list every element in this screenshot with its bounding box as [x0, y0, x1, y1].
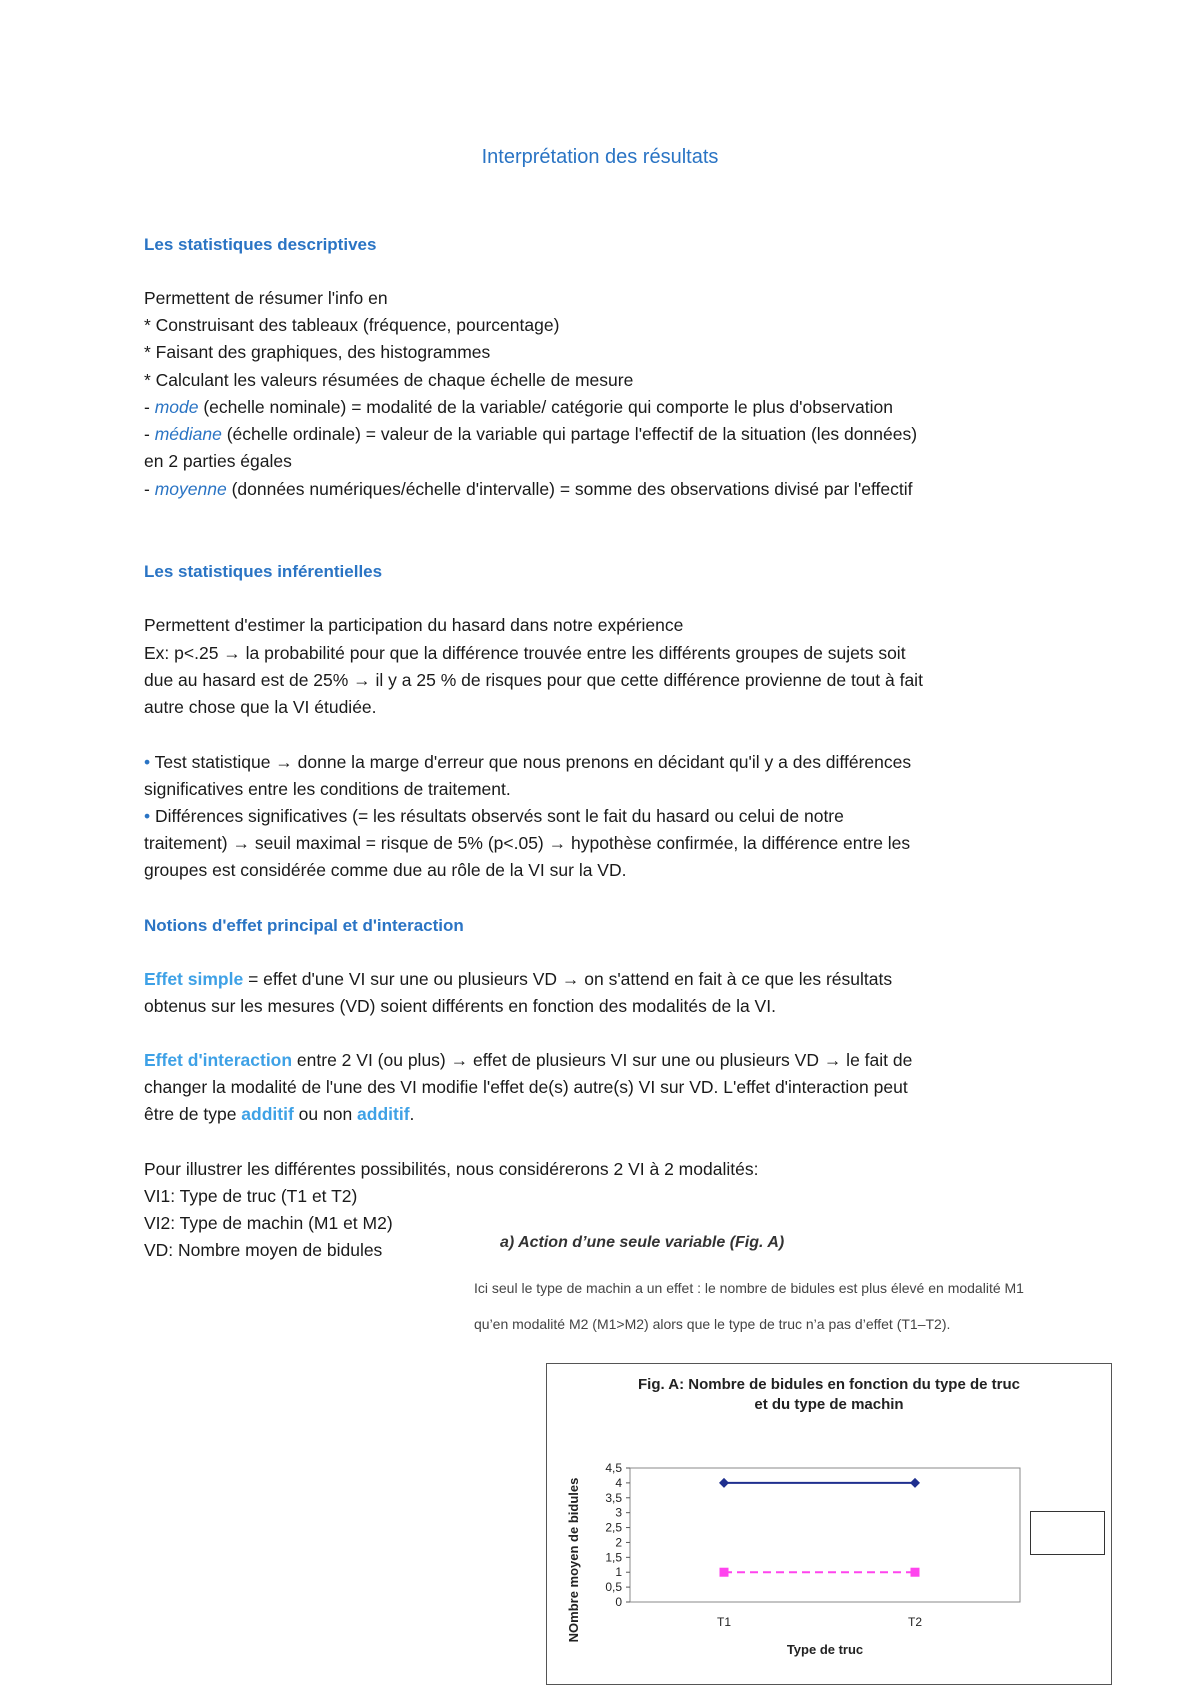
chart-frame	[546, 1363, 1112, 1685]
x-tick-label-t2: T2	[907, 1615, 923, 1629]
descriptive-intro: Permettent de résumer l'info en	[144, 288, 388, 308]
heading-descriptive: Les statistiques descriptives	[144, 235, 377, 254]
y-tick-label: 4	[615, 1475, 622, 1490]
x-axis-label: Type de truc	[786, 1642, 864, 1657]
y-tick-label: 0	[615, 1595, 622, 1609]
text-fragment: ou non	[293, 1104, 358, 1124]
bullet-test-statistique	[144, 749, 911, 776]
bullet-differences	[144, 803, 844, 830]
figure-description-1: Ici seul le type de machin a un effet : le nombre de bidules est plus élevé en modalité M1	[474, 1280, 1024, 1296]
effet-interaction-text: entre 2 VI (ou plus) → effet de plusieurs VI sur une ou plusieurs VD → le fait de	[292, 1050, 913, 1070]
y-tick-label: 2	[615, 1535, 622, 1550]
effet-interaction-line-2: changer la modalité de l'une des VI modifie l'effet de(s) autre(s) VI sur VD. L'effet d'interaction peut	[144, 1077, 908, 1097]
chart-legend	[1030, 1511, 1105, 1555]
effet-simple-text: = effet d'une VI sur une ou plusieurs VD → on s'attend en fait à ce que les résultats	[243, 969, 893, 989]
y-tick-label: 2,5	[605, 1520, 622, 1535]
bullet-icon: •	[144, 752, 151, 772]
mode-term: mode	[154, 397, 199, 417]
inferential-line-1: Permettent d'estimer la participation du hasard dans notre expérience	[144, 615, 684, 635]
chart-title-line-2: et du type de machin	[754, 1396, 904, 1413]
effet-simple-line	[144, 966, 892, 993]
illustration-intro: Pour illustrer les différentes possibilités, nous considérerons 2 VI à 2 modalités:	[144, 1159, 759, 1179]
y-tick-label: 3	[615, 1505, 622, 1520]
bullet-1-line-2: significatives entre les conditions de traitement.	[144, 779, 511, 799]
descriptive-item-3: * Calculant les valeurs résumées de chaque échelle de mesure	[144, 370, 634, 390]
dash: -	[144, 479, 155, 499]
dash: -	[144, 397, 155, 417]
y-tick-label: 1	[615, 1565, 622, 1580]
inferential-line-4: autre chose que la VI étudiée.	[144, 697, 377, 717]
heading-effects: Notions d'effet principal et d'interaction	[144, 916, 464, 935]
page-title: Interprétation des résultats	[481, 146, 719, 168]
effet-simple-term: Effet simple	[144, 969, 244, 989]
chart-title-line-1: Fig. A: Nombre de bidules en fonction du type de truc	[638, 1376, 1020, 1393]
figure-description-2: qu’en modalité M2 (M1>M2) alors que le type de truc n’a pas d’effet (T1–T2).	[474, 1316, 951, 1332]
descriptive-moyenne-line	[144, 476, 913, 503]
mediane-term: médiane	[154, 424, 222, 444]
text-fragment: .	[409, 1104, 415, 1124]
bullet-2-text: Différences significatives (= les résultats observés sont le fait du hasard ou celui de notre	[150, 806, 844, 826]
effet-interaction-term: Effet d'interaction	[144, 1050, 293, 1070]
effet-interaction-line-3	[144, 1101, 414, 1128]
mode-text: (echelle nominale) = modalité de la variable/ catégorie qui comporte le plus d'observation	[198, 397, 893, 417]
vi2-definition: VI2: Type de machin (M1 et M2)	[144, 1213, 393, 1233]
y-tick-label: 4,5	[605, 1461, 622, 1475]
y-tick-label: 3,5	[605, 1490, 622, 1505]
vi1-definition: VI1: Type de truc (T1 et T2)	[144, 1186, 358, 1206]
vd-definition: VD: Nombre moyen de bidules	[144, 1240, 383, 1260]
descriptive-mediane-line	[144, 421, 917, 448]
y-tick-label: 1,5	[605, 1550, 622, 1565]
heading-inferential: Les statistiques inférentielles	[144, 562, 383, 581]
moyenne-term: moyenne	[154, 479, 227, 499]
text-fragment: être de type	[144, 1104, 242, 1124]
x-tick-label-t1: T1	[716, 1615, 732, 1629]
y-axis-label: NOmbre moyen de bidules	[566, 1477, 581, 1643]
inferential-line-3: due au hasard est de 25% → il y a 25 % de risques pour que cette différence provienne de tout à fait	[144, 670, 923, 690]
bullet-icon: •	[144, 806, 151, 826]
additif-term: additif	[241, 1104, 294, 1124]
bullet-2-line-3: groupes est considérée comme due au rôle de la VI sur la VD.	[144, 860, 627, 880]
additif-term: additif	[357, 1104, 410, 1124]
dash: -	[144, 424, 155, 444]
descriptive-mode-line	[144, 394, 893, 421]
inferential-line-2: Ex: p<.25 → la probabilité pour que la différence trouvée entre les différents groupes de sujets soit	[144, 643, 906, 663]
descriptive-item-1: * Construisant des tableaux (fréquence, pourcentage)	[144, 315, 560, 335]
mediane-text: (échelle ordinale) = valeur de la variable qui partage l'effectif de la situation (les données)	[221, 424, 918, 444]
bullet-2-line-2: traitement) → seuil maximal = risque de 5% (p<.05) → hypothèse confirmée, la différence entre les	[144, 833, 911, 853]
y-tick-label: 0,5	[605, 1580, 622, 1595]
figure-subheading: a) Action d’une seule variable (Fig. A)	[500, 1234, 785, 1251]
bullet-1-text: Test statistique → donne la marge d'erreur que nous prenons en décidant qu'il y a des différences	[150, 752, 912, 772]
effet-interaction-line	[144, 1047, 912, 1074]
effet-simple-line-2: obtenus sur les mesures (VD) soient différents en fonction des modalités de la VI.	[144, 996, 776, 1016]
descriptive-item-2: * Faisant des graphiques, des histogrammes	[144, 342, 491, 362]
descriptive-mediane-line-2: en 2 parties égales	[144, 451, 292, 471]
moyenne-text: (données numériques/échelle d'intervalle) = somme des observations divisé par l'effectif	[226, 479, 913, 499]
